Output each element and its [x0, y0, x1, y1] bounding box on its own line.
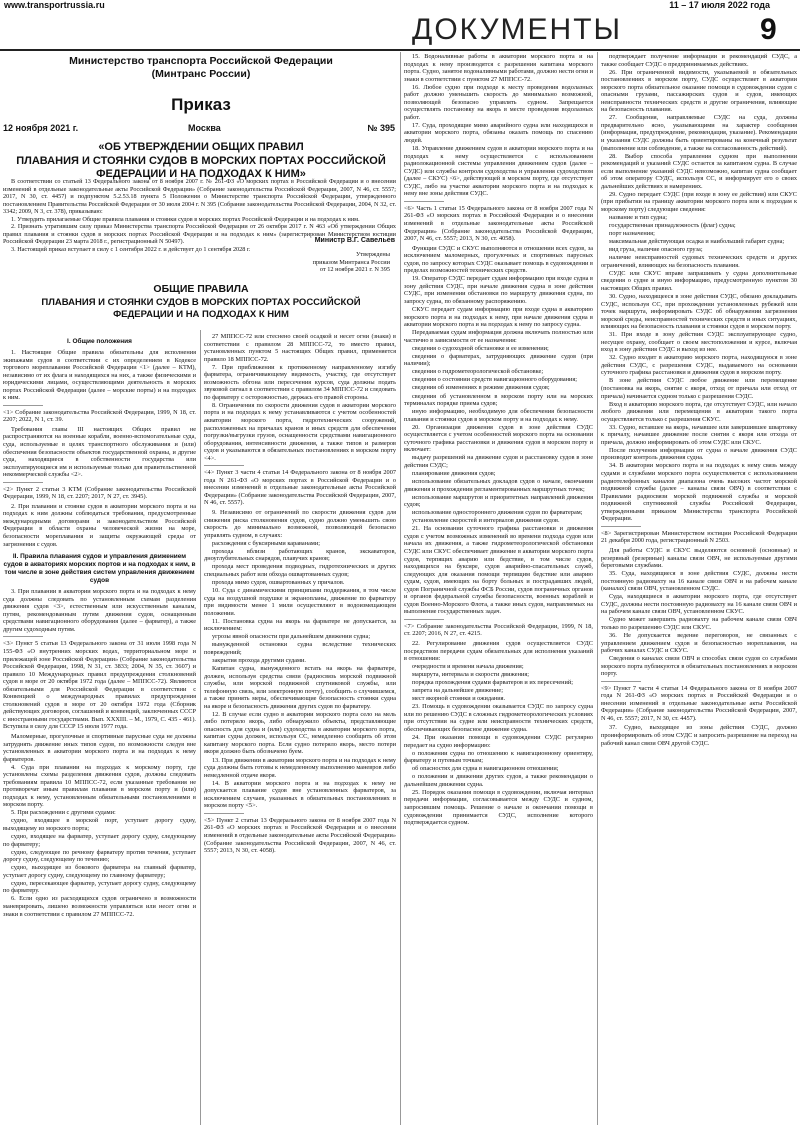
- order-date: 12 ноября 2021 г.: [3, 123, 79, 133]
- body-paragraph: прохода вблизи работающих кранов, экскаваторов, дноуглубительных снарядов, плавучих кранов;: [204, 547, 396, 563]
- body-paragraph: судно, входящее в морской порт, уступает дорогу судну, выходящему из морского порта;: [3, 817, 196, 833]
- body-paragraph: 36. Не допускается ведение переговоров, не связанных с управлением движением судов и безопасностью мореплавания, на рабочих каналах СУДС и СКУС.: [601, 631, 797, 655]
- section-header: [0, 12, 800, 48]
- body-paragraph: судно, следующее по речному фарватеру против течения, уступает дорогу судну, следующему по течению;: [3, 848, 196, 864]
- footnote-rule: [3, 636, 43, 637]
- approval-note: [200, 251, 390, 274]
- body-paragraph: планирование движения судов;: [412, 469, 496, 477]
- body-paragraph: о положении и движении других судов, а также рекомендации о дальнейшем движении судна.: [404, 773, 593, 788]
- body-paragraph: 4. Суда при плавании на подходах к морскому порту, где установлены схемы разделения движения судов, должны следовать требованиям правила 10 МППСС-72, если указанные требования не противоречат иным правилам плавания в морском порту и (или) подходах к нему, установленным обязательными постановлениями в морском порту.: [3, 763, 196, 809]
- rules-title: ОБЩИЕ ПРАВИЛА: [153, 283, 249, 295]
- footnote-rule: [3, 482, 43, 483]
- approval-line-2: приказом Минтранса России: [312, 258, 390, 266]
- footnote-rule: [204, 465, 244, 466]
- body-paragraph: Капитан судна, вынужденного встать на якорь на фарватере, должен, используя средства связи (радиосвязь морской подвижной службы, или морской подвижной спутниковой службы, или телефонную связь, или электронную почту), сообщить о случившемся, а также принять меры, обеспечивающие безопасность стоянки судна на якоре и безопасность движения других судов по фарватеру.: [204, 664, 396, 710]
- body-paragraph: 8. Ограничения по скорости движения судов в акватории морского порта и на подходах к нему устанавливаются с учетом особенностей акватории морского порта, гидротехнических сооружений, расположенных на причалах кранов и иных средств для обеспечения погрузки/выгрузки грузов, оснащенности средствами навигационного оборудования, интенсивности движения, а также типов и размеров судов и указываются в обязательных постановлениях в морском порту <4>.: [204, 401, 396, 462]
- order-name-line-3: ФЕДЕРАЦИИ И НА ПОДХОДАХ К НИМ»: [96, 168, 306, 180]
- body-paragraph: 34. В акватории морского порта и на подходах к нему связь между судами и службами морского порта осуществляется с использованием радиотелефонных каналов диапазона очень высоких частот морской подвижной службы (далее – каналы связи ОВЧ) в соответствии с Правилами радиосвязи морской подвижной службы и морской подвижной спутниковой службы Российской Федерации, утвержденными приказом Министерства транспорта Российской Федерации.: [601, 462, 797, 523]
- body-paragraph: Судно может завершить радиовахту на рабочем канале связи ОВЧ только по разрешению СУДС или СКУС.: [601, 616, 797, 631]
- body-paragraph: 14. В акватории морского порта и на подходах к нему не допускается плавание судов вне установленных фарватеров, за исключением случаев, указанных в обязательных постановлениях в морском порту <5>.: [204, 779, 396, 810]
- body-paragraph: Для работы СУДС и СКУС выделяются основной (основные) и резервный (резервные) каналы связи ОВЧ, не используемые другими береговыми службами.: [601, 546, 797, 570]
- body-paragraph: 2. При плавании и стоянке судов в акватории морского порта и на подходах к ним должны соблюдаться требования, предусмотренные международными договорами и законодательством Российской Федерации в области охраны человеческой жизни на море, безопасности мореплавания и защиты окружающей среды от загрязнения с судов.: [3, 502, 196, 548]
- footnote: <1> Собрание законодательства Российской Федерации, 1999, N 18, ст. 2207; 2022, N 1, ст. 39.: [3, 408, 196, 424]
- column-divider: [597, 52, 598, 1125]
- body-paragraph: судно, пересекающее фарватер, уступает дорогу судну, следующему по фарватеру.: [3, 879, 196, 895]
- body-paragraph: 18. Управление движением судов в акватории морского порта и на подходах к нему осуществляется с использованием радиолокационной системы управления движением судов (далее – СУДС) или службы контроля судоходства и управления судоходством (далее – СКУС) <6>, действующей в морском порту, где отсутствует СУДС, либо на участке акватории морского порта и на подходах к нему вне зоны действия СУДС.: [404, 145, 593, 198]
- body-paragraph: 19. Оператор СУДС передает судам информацию при входе судна в зону действия СУДС, при начале движения судна в зоне действия СУДС, при изменении обстановки по маршруту движения судна, по запросу судна, по обязанному распоряжению.: [404, 275, 593, 305]
- body-paragraph: 28. Выбор способа управления судном при выполнении рекомендаций и указаний СУДС остается за капитаном судна. В случае если выполнение указаний СУДС невозможно, капитан судна сообщает об этом оператору СУДС, используя СС, и информирует его о своих дальнейших действиях и намерениях.: [601, 152, 797, 190]
- body-paragraph: установление скоростей и интервалов движения судов.: [412, 517, 560, 525]
- body-paragraph: вынужденной остановки судна вследствие технических повреждений;: [204, 641, 396, 656]
- body-paragraph: о положении судна по отношению к навигационному ориентиру, фарватеру и путевым точкам;: [404, 749, 593, 765]
- body-paragraph: 35. Суда, находящиеся в зоне действия СУДС, должны нести постоянную радиовахту на 16 канале связи ОВЧ и на рабочем канале (каналах) связи ОВЧ, установленном СУДС.: [601, 570, 797, 593]
- body-paragraph: 21. На основании суточного графика расстановки и движения судов с учетом возможных изменений во времени подхода судов или начала их движения, а также гидрометеорологической обстановки СУДС или СКУС обеспечивает движение в акватории морского порта судов, терпящих аварию или бедствие, в том числе судов, находящихся на буксире, судов аварийно-спасательных служб, следующих для оказания помощи терпящим бедствие или аварию судам, судов, имеющих на борту больных и пострадавших людей, судов Пограничной службы ФСБ России, судов пограничных органов и органов федеральной службы безопасности, военных кораблей и судов Военно-Морского Флота, а также иных судов, направляемых на выполнение государственных задач.: [404, 525, 593, 616]
- body-paragraph: использование одностороннего движения судов по фарватерам;: [412, 509, 583, 517]
- ministry-name: [3, 55, 399, 81]
- footnote: <4> Пункт 3 части 4 статьи 14 Федерального закона от 8 ноября 2007 года N 261-ФЗ «О морских портах в Российской Федерации и о внесении изменений в отдельные законодательные акты Российской Федерации» (Собрание законодательства Российской Федерации, 2007, N 46, ст. 5557).: [204, 469, 396, 507]
- body-paragraph: После получения информации от судна о начале движения СУДС производит контроль движения судна.: [601, 446, 797, 462]
- body-paragraph: прохода мимо судов, ошвартованных у причалов.: [212, 578, 345, 586]
- body-paragraph: наличие неисправностей судовых технических средств и других ограничений, влияющих на безопасность плавания.: [601, 254, 797, 269]
- order-name-line-2: ПЛАВАНИЯ И СТОЯНКИ СУДОВ В МОРСКИХ ПОРТАХ РОССИЙСКОЙ: [16, 154, 386, 167]
- body-paragraph: 27 МППСС-72 или стеснено своей осадкой и несет огни (знаки) в соответствии с правилом 28 МППСС-72, то вместо правил, установленных пунктом 5 настоящих Общих правил, применяется правило 18 МППСС-72.: [204, 333, 396, 363]
- text-column-2: [204, 333, 396, 1125]
- footnote: <7> Собрание законодательства Российской Федерации, 1999, N 18, ст. 2207; 2016, N 27, ст. 4215.: [404, 622, 593, 638]
- body-paragraph: иную информацию, необходимую для обеспечения безопасности плавания и стоянки судов в морском порту и на подходах к нему.: [404, 408, 593, 423]
- footnote-rule: [3, 405, 43, 406]
- body-paragraph: 24. При оказании помощи в судовождении СУДС регулярно передает на судно информацию:: [404, 734, 593, 749]
- text-column-3: [404, 53, 593, 1125]
- footnote: <3> Пункт 5 статьи 13 Федерального закона от 31 июля 1998 года N 155-ФЗ «О внутренних морских водах, территориальном море и прилежащей зоне Российской Федерации» (Собрание законодательства Российской Федерации, 1998, N 31, ст. 3833; 2004, N 35, ст. 3607) и правило 10 Международных правил предупреждения столкновений судов в море от 20 октября 1972 года (далее – МППСС-72). Являются обязательными для Российской Федерации в соответствии с Конвенцией о международных правилах предупреждения столкновений судов в море от 20 октября 1972 года (Сборник действующих договоров, соглашений и конвенций, заключенных СССР с иностранными государствами. Вып. XXXIII. – М., 1979, С. 435 - 461). Вступила в силу для СССР 15 июля 1977 года.: [3, 640, 196, 731]
- order-paragraph: 3. Настоящий приказ вступает в силу с 1 сентября 2022 г. и действует до 1 сентября 2028 г.: [11, 245, 251, 253]
- rules-heading: [3, 283, 399, 321]
- body-paragraph: В зоне действия СУДС любое движение или перемещение (постановка на якорь, снятие с якоря, отход от причала или отход от причала) начинается судном только с разрешения СУДС.: [601, 377, 797, 400]
- footnote-rule: [204, 813, 244, 814]
- body-paragraph: 9. Независимо от ограничений по скорости движения судов для снижения риска столкновения судов, судно должно уменьшить свою скорость до минимально возможной, позволяющей безопасно управлять судном, в случаях:: [204, 509, 396, 539]
- ministry-line-2: (Минтранс России): [151, 68, 251, 80]
- body-paragraph: использование маршрутов и приоритетных направлений движения судов;: [404, 493, 593, 509]
- body-paragraph: 30. Судно, находящееся в зоне действия СУДС, обязано докладывать СУДС, используя СС, при прохождении установленных рубежей или точек маршрута, информировать СУДС об обнаружении загрязнения морской среды, неисправностей технических средств и иных ситуациях, влияющих на безопасность плавания и стоянки судов в морском порту.: [601, 292, 797, 331]
- order-name-line-1: «ОБ УТВЕРЖДЕНИИ ОБЩИХ ПРАВИЛ: [98, 141, 304, 153]
- body-paragraph: Передаваемая судам информация должна включать полностью или частично в зависимости от ее назначения:: [404, 329, 593, 344]
- body-paragraph: очередности и времени начала движения;: [412, 663, 524, 671]
- body-paragraph: Сведения о каналах связи ОВЧ и способах связи судов со службами морского порта публикуются в обязательных постановлениях в морском порту.: [601, 655, 797, 678]
- body-paragraph: запрета на дальнейшее движение;: [412, 687, 503, 695]
- body-paragraph: 3. При плавании в акватории морского порта и на подходах к нему суда должны следовать по установленным схемам разделения движения судов <3>, естественным или искусственным каналам, путям, рекомендованным путям движения судов, оснащенным средствами навигационного оборудования (далее – фарватер), а также другим судоходным путям.: [3, 588, 196, 633]
- body-paragraph: сведения о фарватерах, затрудняющих движение судов (при наличии);: [404, 352, 593, 368]
- body-paragraph: 5. При расхождении с другими судами:: [11, 809, 116, 817]
- body-paragraph: 11. Постановка судна на якорь на фарватере не допускается, за исключением:: [204, 617, 396, 633]
- body-paragraph: сведения о судоходной обстановке и ее изменении;: [412, 344, 549, 352]
- body-paragraph: порядка прохождения судами фарватеров и их пересечений;: [412, 679, 574, 687]
- body-paragraph: 31. При входе в зону действия СУДС эксплуатирующее судно, несущее охрану, сообщает о своем местоположении и курсе, включая вход в зону действия СУДС и выход из нее.: [601, 331, 797, 354]
- body-paragraph: 6. Если одно из расходящихся судов ограничено в возможности маневрировать, лишено возможности управляться или несет огни и знаки в соответствии с правилом 27 МППСС-72.: [3, 895, 196, 918]
- body-paragraph: 22. Регулирование движения судов осуществляется СУДС посредством передачи судам обязательных для исполнения указаний в отношении:: [404, 639, 593, 663]
- footnote-rule: [601, 681, 641, 682]
- approval-line-3: от 12 ноября 2021 г. N 395: [319, 266, 390, 273]
- body-paragraph: Функции СУДС и СКУС выполняются в отношении всех судов, за исключением маломерных, прогулочных и спортивных парусных судов, по запросу которых СУДС оказывает помощь в судовождении в пределах возможностей технических средств.: [404, 244, 593, 275]
- footnote: <6> Часть 1 статьи 15 Федерального закона от 8 ноября 2007 года N 261-ФЗ «О морских портах в Российской Федерации и о внесении изменений в отдельные законодательные акты Российской Федерации» (Собрание законодательства Российской Федерации, 2007, N 46, ст. 5557; 2013, N 30, ст. 4058).: [404, 204, 593, 243]
- body-paragraph: название и тип судна;: [609, 213, 668, 221]
- body-paragraph: 20. Организация движения судов в зоне действия СУДС осуществляется с учетом особенностей морского порта на основании суточного графика расстановки и движения судов в морском порту и включает:: [404, 423, 593, 454]
- body-paragraph: об опасностях для судна в навигационном отношении;: [412, 765, 559, 773]
- body-paragraph: Суда, находящиеся в акватории морского порта, где отсутствует СУДС, должны нести постоянную радиовахту на 16 канале связи ОВЧ и на рабочем канале связи ОВЧ, установленном СКУС.: [601, 593, 797, 616]
- body-paragraph: Требования главы III настоящих Общих правил не распространяются на военные корабли, военно-вспомогательные суда, суда, используемые в целях транспортного обслуживания и (или) обеспечения безопасности объектов государственной охраны, и другие суда, находящиеся в собственности государства или эксплуатирующиеся им и используемые только для правительственной некоммерческой службы <2>.: [3, 425, 196, 479]
- body-paragraph: 15. Водоналивные работы в акватории морского порта и на подходах к нему производятся с разрешения капитана морского порта. Судно, занятое водоналивными работами, должно нести огни и знаки в соответствии с пунктом 27 МППСС-72.: [404, 53, 593, 83]
- body-paragraph: 37. Судно, выходящее из зоны действия СУДС, должно проинформировать об этом СУДС и запросить разрешение на переход на рабочий канал связи ОВЧ другой СУДС.: [601, 724, 797, 747]
- body-paragraph: подтверждает получение информации и рекомендаций СУДС, а также сообщает СУДС о предпринимаемых действиях.: [601, 53, 797, 68]
- body-paragraph: СКУС передает судам информацию при входе судна в акваторию морского порта и на подходах к нему, при начале движения судна в акватории морского порта и на подходах к нему по запросу судна.: [404, 306, 593, 329]
- body-paragraph: 17. Суда, проходящие мимо аварийного судна или находящихся в акватории морского порта, обязаны оказать помощь по спасению людей.: [404, 121, 593, 145]
- body-paragraph: 25. Порядок оказания помощи в судовождении, включая интервал передачи информации, согласовывается между СУДС и судном, запросившим помощь. Решение о начале и окончании помощи в судовождении принимается СУДС, исполнение которого подтверждается судном.: [404, 788, 593, 827]
- order-city: Москва: [188, 123, 221, 133]
- body-paragraph: 33. Судно, вставшее на якорь, начавшее или завершившее швартовку к причалу, начавшее движение после снятия с якоря или отхода от причала, должно информировать об этом СУДС или СКУС.: [601, 423, 797, 446]
- order-heading: [3, 55, 399, 182]
- order-meta: [3, 123, 399, 137]
- issue-date: 11 – 17 июля 2022 года: [669, 0, 770, 10]
- text-column-4: [601, 53, 797, 1125]
- order-paragraph: 2. Признать утратившим силу приказ Министерства транспорта Российской Федерации от 26 октября 2017 г. N 463 «Об утверждении Общих правил плавания и стоянки судов в морских портах Российской Федерации и на подходах к ним» (зарегистрирован Министерством юстиции Российской Федерации 23 марта 2018 г., регистрационный N 50497).: [3, 223, 396, 245]
- body-paragraph: расхождения с буксирными караванами;: [212, 539, 320, 547]
- body-paragraph: государственная принадлежность (флаг) судна;: [609, 222, 736, 230]
- footnote-rule: [404, 619, 444, 620]
- section-heading: I. Общие положения: [67, 338, 132, 345]
- site-url: www.transportrussia.ru: [4, 0, 105, 10]
- body-paragraph: использование обязательных докладов судов о начале, окончании движения и прохождении регламентированных маршрутных точек;: [404, 478, 593, 493]
- body-paragraph: закрытия прохода другими судами.: [212, 656, 306, 664]
- order-number: № 395: [367, 123, 395, 133]
- body-paragraph: 1. Настоящие Общие правила обязательны для исполнения экипажами судов в соответствии с их определением в Кодексе торгового мореплавания Российской Федерации <1> (далее – КТМ), независимо от их флага и находящихся на них, а также физическими и юридическими лицами, осуществляющими деятельность в морских портах Российской Федерации (далее – морские порты) и на подходах к ним.: [3, 349, 196, 402]
- body-paragraph: порт назначения;: [609, 230, 655, 238]
- body-paragraph: прохода мест проведения подводных, гидротехнических и других специальных работ или обхода ошвартованных судов;: [204, 563, 396, 578]
- body-paragraph: 26. При ограниченной видимости, указываемой в обязательных постановлениях в морском порту, СУДС осуществляет в акватории морского порта обязательное оказание помощи в судовождении судов с опасными грузами, пассажирских судов и судов, имеющих неисправности технических средств и другие ограничения, влияющие на безопасность плавания.: [601, 68, 797, 114]
- body-paragraph: выдачу разрешений на движение судов и расстановку судов в зоне действия СУДС;: [404, 454, 593, 469]
- order-title: Приказ: [171, 95, 231, 114]
- body-paragraph: мест якорной стоянки и ожидания.: [412, 695, 506, 703]
- body-paragraph: 27. Сообщения, направляемые СУДС на суда, должны предварительно ясно, указывающими на характер сообщения (информация, предупреждение, рекомендация, указание). Рекомендации и указания СУДС должны быть ориентированы на конечный результат (выполнение или соблюдение, а также на согласованность действий).: [601, 114, 797, 152]
- body-paragraph: судно, входящее на фарватер, уступает дорогу судну, следующему по фарватеру;: [3, 833, 196, 848]
- approval-line-1: Утверждены: [355, 251, 390, 258]
- footnote: <9> Пункт 7 части 4 статьи 14 Федерального закона от 8 ноября 2007 года N 261-ФЗ «О морских портах в Российской Федерации и о внесении изменений в отдельные законодательные акты Российской Федерации» (Собрание законодательства Российской Федерации, 2007, N 46, ст. 5557; 2017, N 30, ст. 4457).: [601, 684, 797, 722]
- body-paragraph: 12. В случае если судно в акватории морского порта село на мель либо потеряло якорь, либо обнаружило объекты, представляющие опасность для судна и (или) судоходства в акватории морского порта, капитан судна должен, используя СС, немедленно сообщить об этом капитану морского порта. Если судно потеряло якорь, место потери якоря должно быть обозначено буем.: [204, 710, 396, 756]
- body-paragraph: 29. Судно передает СУДС (при входе в зону ее действия) или СКУС (при прибытии на границу акватории морского порта или к подходам к морскому порту) следующие сведения:: [601, 190, 797, 213]
- rules-subtitle-line-2: ФЕДЕРАЦИИ И НА ПОДХОДАХ К НИМ: [113, 309, 289, 320]
- section-heading: II. Правила плавания судов и управления движением судов в акваториях морских портов и на подходах к ним, в том числе в зоне действия систем управления движением судов: [3, 553, 196, 585]
- body-paragraph: сведения о гидрометеорологической обстановке;: [412, 368, 544, 376]
- body-paragraph: Вход в акваторию морского порта, где отсутствует СУДС, или начало любого движения или перемещения в акватории такого порта осуществляется только с разрешения СКУС.: [601, 400, 797, 423]
- body-paragraph: сведения о состоянии средств навигационного оборудования;: [412, 376, 578, 384]
- order-paragraph: 1. Утвердить прилагаемые Общие правила плавания и стоянки судов в морских портах Российской Федерации и на подходах к ним.: [11, 215, 360, 223]
- rules-subtitle-line-1: ПЛАВАНИЯ И СТОЯНКИ СУДОВ В МОРСКИХ ПОРТАХ РОССИЙСКОЙ: [41, 297, 361, 308]
- footnote-rule: [404, 201, 444, 202]
- body-paragraph: 13. При движении в акватории морского порта и на подходах к нему суда должны быть готовы к немедленному выполнению маневров либо немедленной отдаче якоря.: [204, 756, 396, 779]
- order-name: [3, 141, 399, 182]
- body-paragraph: судно, выходящее из бокового фарватера на главный фарватер, уступает дорогу судну, следующему по главному фарватеру;: [3, 864, 196, 879]
- body-paragraph: максимальная действующая осадка и наибольший габарит судна;: [609, 238, 785, 246]
- body-paragraph: сведения об изменениях в режиме движения судов;: [412, 384, 550, 392]
- body-paragraph: 7. При приближении к протяженному направленному изгибу фарватера, ограничивающему видимость, участку, где отсутствует возможность обгона или пересечения курсов, суда должны подать звуковой сигнал в соответствии с правилом 34 МППСС-72 и следовать по фарватеру с осторожностью, держась его правой стороны.: [204, 363, 396, 401]
- body-paragraph: Маломерные, прогулочные и спортивные парусные суда не должны затруднять движение иных типов судов, по возможности следуя вне установленных в акватории морского порта и на подходах к нему фарватеров.: [3, 732, 196, 763]
- body-paragraph: 23. Помощь в судовождении оказывается СУДС по запросу судна или по решению СУДС в сложных гидрометеорологических условиях при отсутствии на судне или неисправности технических средств, обеспечивающих безопасное движение судна.: [404, 703, 593, 733]
- body-paragraph: вид груза, наличие опасного груза;: [609, 246, 703, 254]
- minister-signature: Министр В.Г. Савельев: [314, 237, 395, 244]
- footnote: <2> Пункт 2 статьи 3 КТМ (Собрание законодательства Российской Федерации, 1999, N 18, ст. 2207; 2017, N 27, ст. 3945).: [3, 485, 196, 501]
- rules-subtitle: [3, 297, 399, 321]
- column-divider: [400, 52, 401, 1125]
- footnote-rule: [601, 526, 641, 527]
- header-rule: [0, 49, 800, 51]
- body-paragraph: сведения об установленном в морском порту или на морских терминалах порядке приема судов;: [404, 392, 593, 408]
- order-paragraph: В соответствии со статьей 13 Федерального закона от 8 ноября 2007 г. № 261-ФЗ «О морских портах в Российской Федерации и о внесении изменений в отдельные законодательные акты Российской Федерации» (Собрание законодательства Российской Федерации, 2007, N 46, ст. 5557; 2017, N 30, ст. 4457) и подпунктом 5.2.53.18 пункта 5 Положения о Министерстве транспорта Российской Федерации, утвержденного постановлением Правительства Российской Федерации от 30 июля 2004 г. N 395 (Собрание законодательства Российской Федерации, 2004, N 32, ст. 3342; 2009, N 3, ст. 378), приказываю:: [3, 178, 396, 215]
- text-column-1: [3, 333, 196, 1125]
- footnote: <5> Пункт 2 статьи 13 Федерального закона от 8 ноября 2007 года N 261-ФЗ «О морских портах в Российской Федерации и о внесении изменений в отдельные законодательные акты Российской Федерации» (Собрание законодательства Российской Федерации, 2007, N 46, ст. 5557; 2013, N 30, ст. 4058).: [204, 816, 396, 855]
- body-paragraph: 10. Суда с динамическими принципами поддержания, в том числе суда на воздушной подушке и экранопланы, движение по фарватеру при видимости менее 1 мили осуществляют в водоизмещающем положении.: [204, 587, 396, 617]
- body-paragraph: 32. Судно входит в акваторию морского порта, находящуюся в зоне действия СУДС, с разрешения СУДС, выдаваемого на основании суточного графика расстановки и движения судов в морском порту.: [601, 354, 797, 377]
- page-number: 9: [760, 13, 777, 46]
- section-title: ДОКУМЕНТЫ: [412, 13, 623, 46]
- body-paragraph: 16. Любое судно при подходе к месту проведения водолазных работ должно уменьшить скорость до минимально возможной, позволяющей безопасно управлять судном. Запрещается осуществлять постановку на якорь в месте проведения водолазных работ.: [404, 83, 593, 121]
- footnote: <8> Зарегистрирован Министерством юстиции Российской Федерации 21 декабря 2000 года, регистрационный N 2503.: [601, 529, 797, 545]
- column-divider: [200, 330, 201, 1125]
- body-paragraph: СУДС или СКУС вправе запрашивать у судна дополнительные сведения о судне и иную информацию, предусмотренную пунктом 30 настоящих Общих правил.: [601, 269, 797, 292]
- page-header-bar: [0, 0, 800, 10]
- body-paragraph: маршрута, интервала и скорости движения;: [412, 671, 529, 679]
- body-paragraph: угрозы явной опасности при дальнейшем движении судна;: [212, 633, 371, 641]
- ministry-line-1: Министерство транспорта Российской Федерации: [69, 55, 333, 67]
